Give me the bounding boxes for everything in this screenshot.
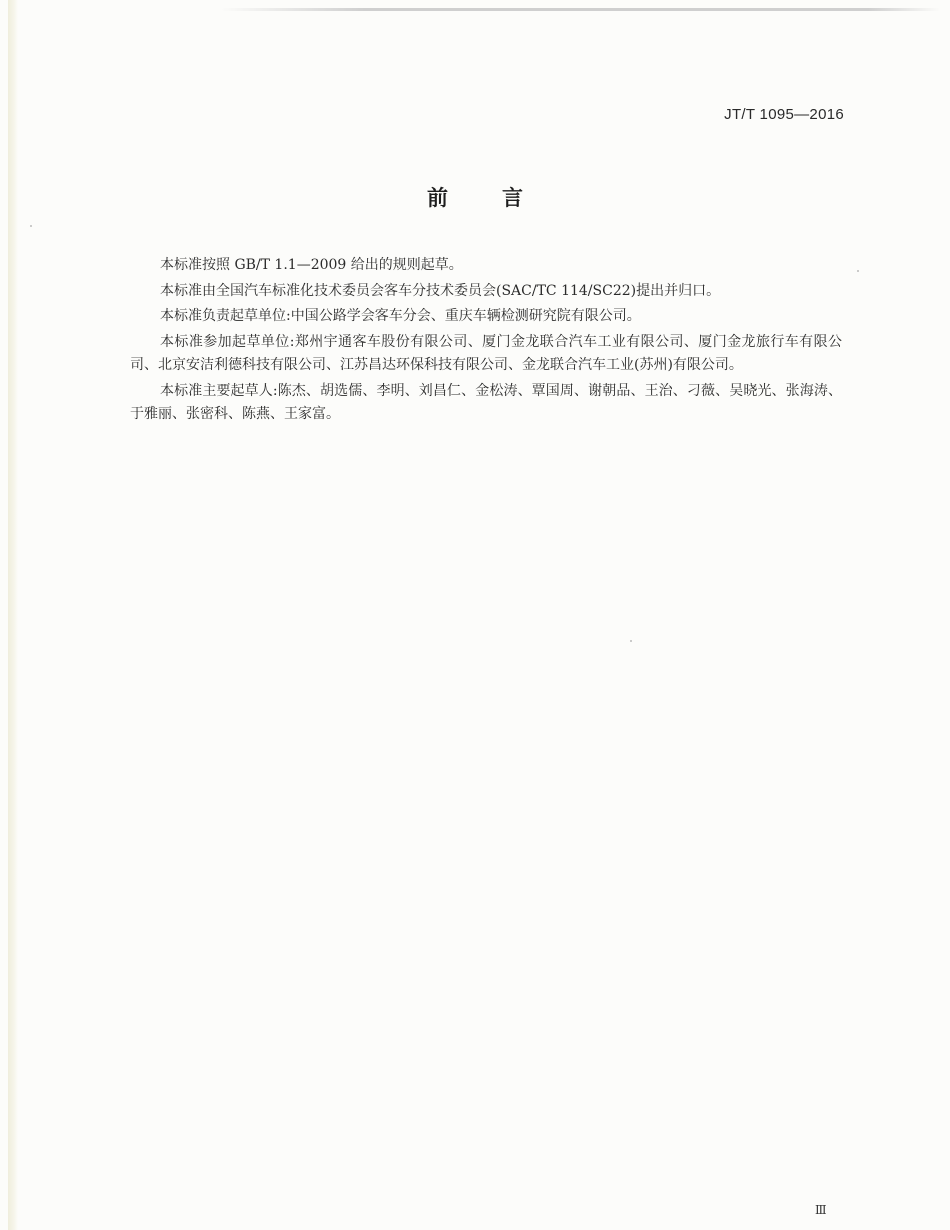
page-title	[0, 182, 950, 212]
page-top-edge	[220, 8, 940, 11]
page-number: Ⅲ	[815, 1203, 826, 1217]
paragraph-responsible-units: 本标准负责起草单位:中国公路学会客车分会、重庆车辆检测研究院有限公司。	[160, 308, 641, 324]
paragraph-participating-units: 本标准参加起草单位:郑州宇通客车股份有限公司、厦门金龙联合汽车工业有限公司、厦门金龙旅行车有限公司、北京安洁利德科技有限公司、江苏昌达环保科技有限公司、金龙联合汽车工业(苏州)有限公司。	[130, 333, 842, 373]
title-char-1: 前	[427, 186, 448, 210]
foreword-body	[130, 254, 842, 429]
scan-speck	[630, 640, 632, 642]
paragraph-proposer: 本标准由全国汽车标准化技术委员会客车分技术委员会(SAC/TC 114/SC22)提出并归口。	[160, 282, 721, 299]
title-char-2: 言	[502, 186, 523, 210]
scan-speck	[857, 270, 859, 272]
paragraph-drafting-rules: 本标准按照 GB/T 1.1—2009 给出的规则起草。	[160, 257, 463, 273]
standard-code: JT/T 1095—2016	[724, 106, 844, 123]
scan-speck	[30, 225, 32, 227]
paragraph-main-drafters: 本标准主要起草人:陈杰、胡选儒、李明、刘昌仁、金松涛、覃国周、谢朝品、王治、刁薇、吴晓光、张海涛、于雅丽、张密科、陈燕、王家富。	[130, 382, 842, 422]
